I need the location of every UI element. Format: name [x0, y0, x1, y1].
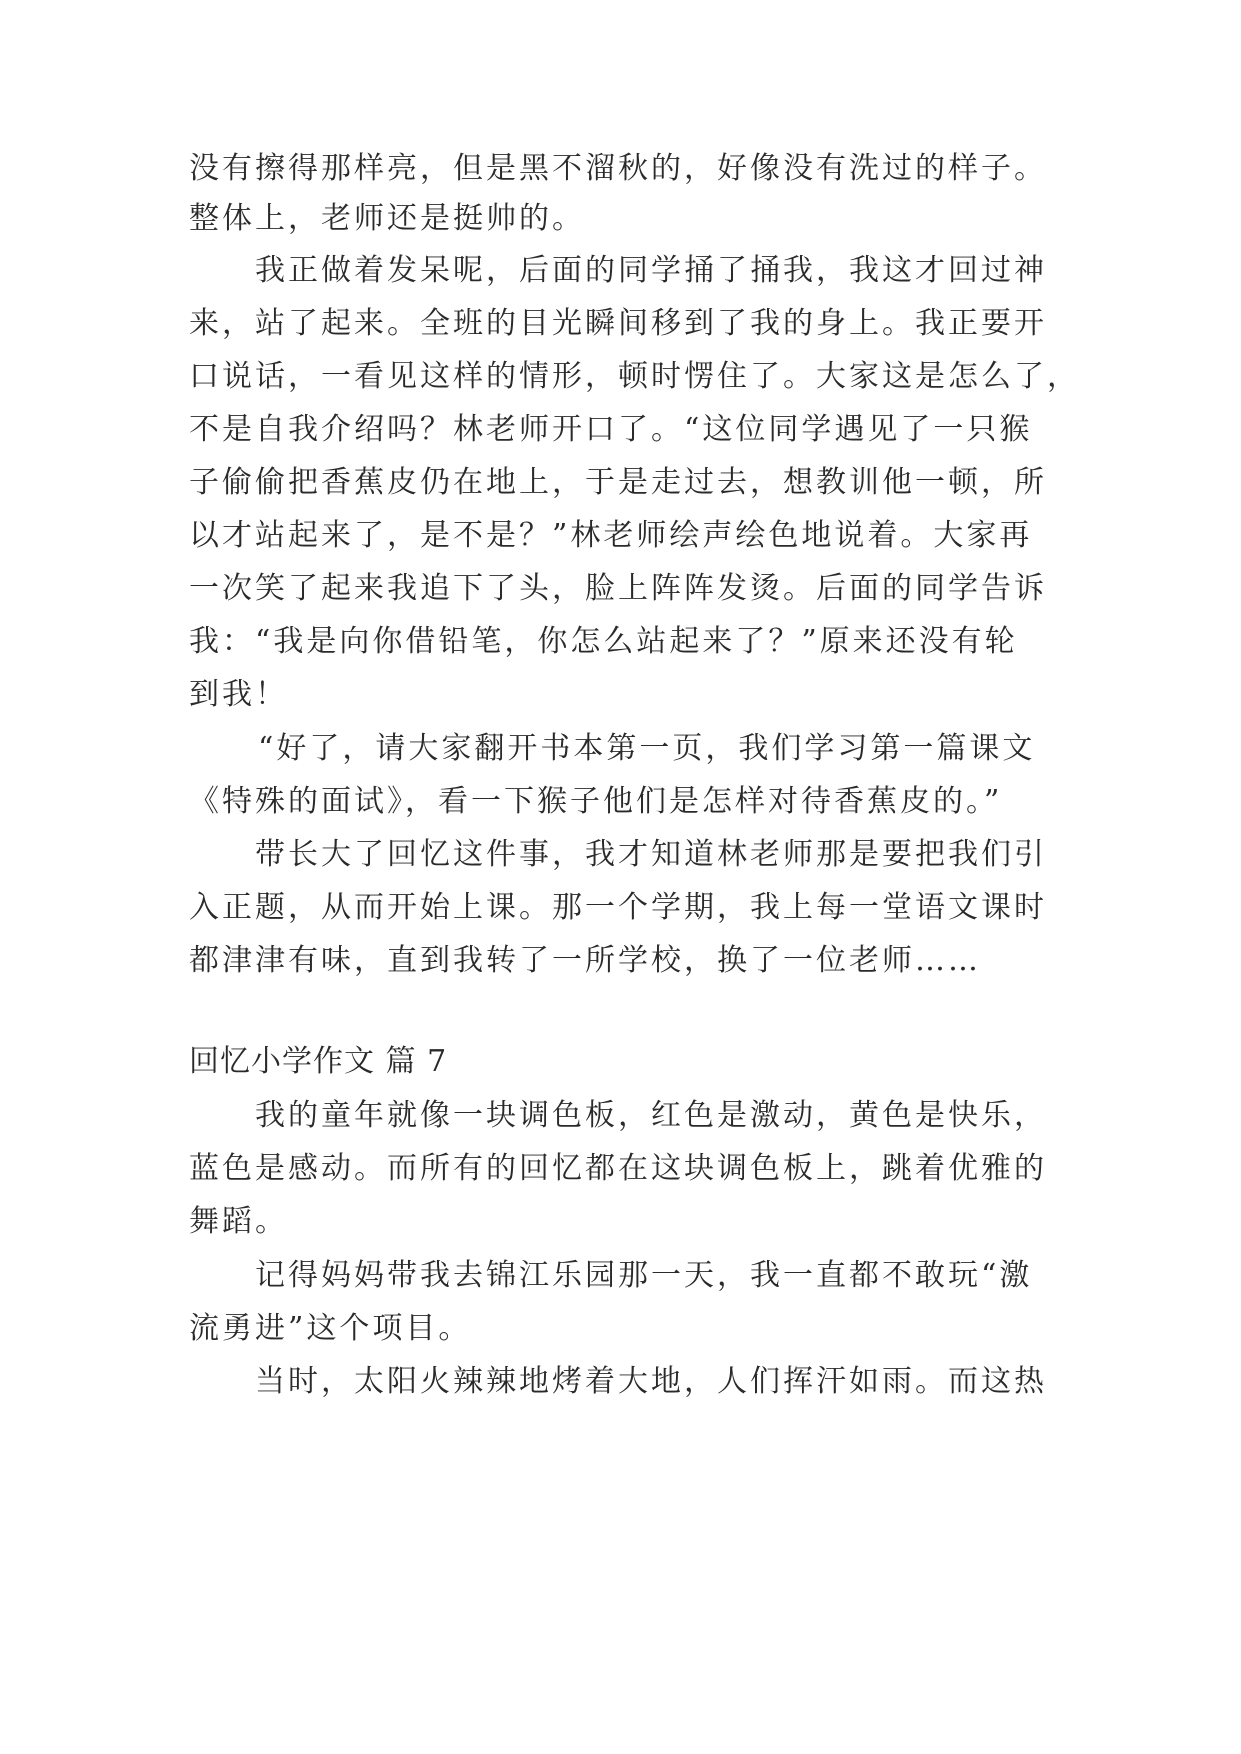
paragraph-first-line: 记得妈妈带我去锦江乐园那一天，我一直都不敢玩“激 [255, 1258, 1033, 1293]
text-line: 不是自我介绍吗？林老师开口了。“这位同学遇见了一只猴 [189, 412, 1033, 447]
paragraph-first-line: “好了，请大家翻开书本第一页，我们学习第一篇课文 [258, 731, 1036, 766]
text-line: 都津津有味，直到我转了一所学校，换了一位老师…… [189, 943, 981, 978]
text-line: 来，站了起来。全班的目光瞬间移到了我的身上。我正要开 [189, 306, 1047, 341]
section-title: 回忆小学作文 篇 7 [189, 1044, 448, 1079]
paragraph-first-line: 带长大了回忆这件事，我才知道林老师那是要把我们引 [255, 837, 1047, 872]
text-line: 子偷偷把香蕉皮仍在地上，于是走过去，想教训他一顿，所 [189, 465, 1047, 500]
text-line: 没有擦得那样亮，但是黑不溜秋的，好像没有洗过的样子。 [189, 151, 1047, 186]
text-line: 《特殊的面试》，看一下猴子他们是怎样对待香蕉皮的。” [189, 784, 1003, 819]
paragraph-first-line: 我的童年就像一块调色板，红色是激动，黄色是快乐， [255, 1098, 1047, 1133]
text-line: 到我！ [189, 677, 288, 712]
text-line: 一次笑了起来我追下了头，脸上阵阵发烫。后面的同学告诉 [189, 571, 1047, 606]
text-line: 我：“我是向你借铅笔，你怎么站起来了？”原来还没有轮 [189, 624, 1018, 659]
paragraph-first-line: 我正做着发呆呢，后面的同学捅了捅我，我这才回过神 [255, 253, 1047, 288]
text-line: 舞蹈。 [189, 1204, 288, 1239]
text-line: 口说话，一看见这样的情形，顿时愣住了。大家这是怎么了， [189, 359, 1080, 394]
text-line: 整体上，老师还是挺帅的。 [189, 201, 585, 236]
text-line: 以才站起来了，是不是？”林老师绘声绘色地说着。大家再 [189, 518, 1033, 553]
text-line: 入正题，从而开始上课。那一个学期，我上每一堂语文课时 [189, 890, 1047, 925]
paragraph-first-line: 当时，太阳火辣辣地烤着大地，人们挥汗如雨。而这热 [255, 1364, 1047, 1399]
text-line: 蓝色是感动。而所有的回忆都在这块调色板上，跳着优雅的 [189, 1151, 1047, 1186]
text-line: 流勇进”这个项目。 [189, 1311, 472, 1346]
